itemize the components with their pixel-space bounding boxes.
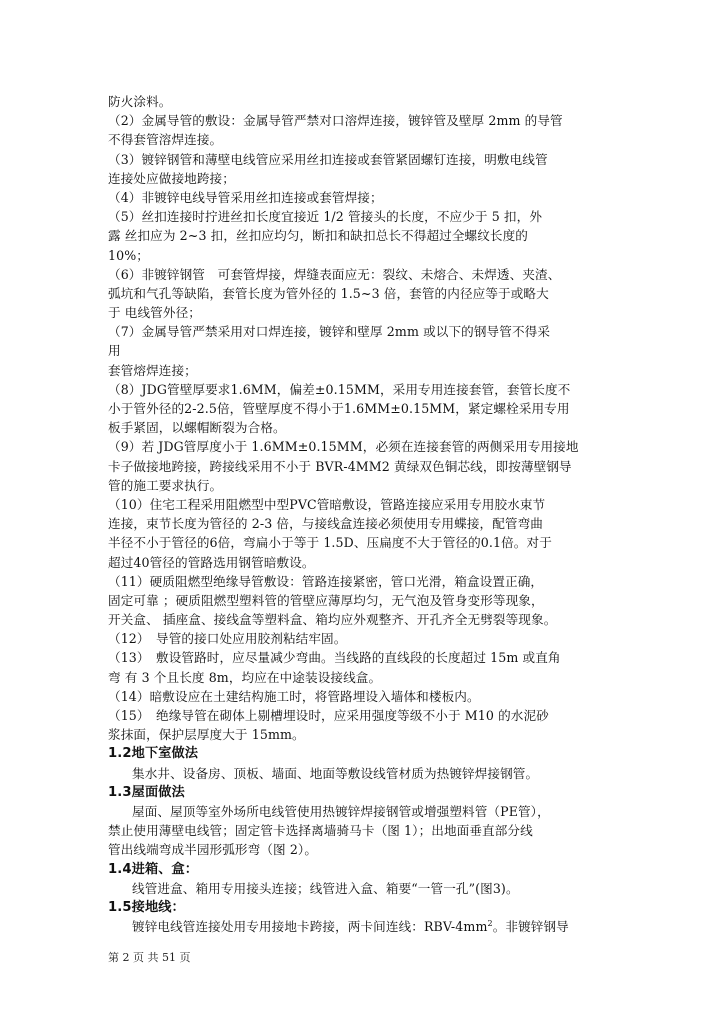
text-segment: 。非镀锌钢导 <box>492 919 569 935</box>
text-line: 露 丝扣应为 2~3 扣，丝扣应均匀，断扣和缺扣总长不得超过全螺纹长度的 <box>108 228 528 244</box>
text-line: （4）非镀锌电线导管采用丝扣连接或套管焊接； <box>108 189 383 205</box>
text-line: （3）镀锌钢管和薄壁电线管应采用丝扣连接或套管紧固螺钉连接，明敷电线管 <box>108 151 548 167</box>
text-line: （2）金属导管的敷设：金属导管严禁对口溶焊连接，镀锌管及壁厚 2mm 的导管 <box>108 113 563 129</box>
text-line: 弧坑和气孔等缺陷，套管长度为管外径的 1.5~3 倍，套管的内径应等于或略大 <box>108 285 549 301</box>
text-line: （13） 敷设管路时，应尽量减少弯曲。当线路的直线段的长度超过 15m 或直角 <box>108 650 561 666</box>
text-line: 开关盒、 插座盒、接线盒等塑料盒、箱均应外观整齐、开孔齐全无劈裂等现象。 <box>108 612 557 628</box>
text-line: 固定可靠 ；硬质阻燃型塑料管的管壁应薄厚均匀，无气泡及管身变形等现象， <box>108 592 544 608</box>
text-line: 卡子做接地跨接，跨接线采用不小于 BVR-4MM2 黄绿双色铜芯线，即按薄壁钢导 <box>108 458 572 474</box>
text-line: 板手紧固，以螺帽断裂为合格。 <box>108 420 286 436</box>
section-heading: 1.5接地线： <box>108 899 185 915</box>
text-line: （7）金属导管严禁采用对口焊连接，镀锌和壁厚 2mm 或以下的钢导管不得采 <box>108 324 551 340</box>
section-heading: 1.3屋面做法 <box>108 784 185 800</box>
text-line: 不得套管溶焊连接。 <box>108 132 223 148</box>
text-line: 禁止使用薄壁电线管；固定管卡选择离墙骑马卡（图 1）；出地面垂直部分线 <box>108 823 533 839</box>
text-line: 套管熔焊连接； <box>108 362 197 378</box>
text-line: 浆抹面，保护层厚度大于 15mm。 <box>108 727 305 743</box>
text-line: （15） 绝缘导管在砌体上剔槽埋设时，应采用强度等级不小于 M10 的水泥砂 <box>108 708 549 723</box>
superscript: 2 <box>487 918 493 928</box>
section-heading: 1.2地下室做法 <box>108 746 199 762</box>
text-line: 半径不小于管径的6倍，弯扁小于等于 1.5D、压扁度不大于管径的0.1倍。对于 <box>108 535 552 551</box>
text-line: 弯 有 3 个且长度 8m，均应在中途装设接线盒。 <box>108 669 382 685</box>
text-line: 于 电线管外径； <box>108 305 201 321</box>
text-line: （12） 导管的接口处应用胶剂粘结牢固。 <box>108 631 347 647</box>
text-line: 连接处应做接地跨接； <box>108 170 235 186</box>
text-line: 连接，束节长度为管径的 2-3 倍，与接线盒连接必须使用专用蝶接，配管弯曲 <box>108 516 543 532</box>
text-segment: 镀锌电线管连接处用专用接地卡跨接，两卡间连线：RBV-4mm <box>132 919 488 935</box>
text-line: 集水井、设备房、顶板、墙面、地面等敷设线管材质为热镀锌焊接钢管。 <box>132 765 539 781</box>
text-line: 10%； <box>108 247 149 263</box>
document-body <box>108 92 616 936</box>
text-line: （6）非镀锌钢管 可套管焊接，焊缝表面应无：裂纹、未熔合、未焊透、夹渣、 <box>108 266 561 282</box>
text-line: 小于管外径的2-2.5倍，管壁厚度不得小于1.6MM±0.15MM，紧定螺栓采用专用 <box>108 401 570 416</box>
text-line: （14）暗敷设应在土建结构施工时，将管路埋设入墙体和楼板内。 <box>108 688 480 704</box>
text-line: （5）丝扣连接时拧进丝扣长度宜接近 1/2 管接头的长度，不应少于 5 扣，外 <box>108 209 543 225</box>
text-line: （10）住宅工程采用阻燃型中型PVC管暗敷设，管路连接应采用专用胶水束节 <box>108 496 546 512</box>
text-line <box>108 917 616 936</box>
text-line: 屋面、屋顶等室外场所电线管使用热镀锌焊接钢管或增强塑料管（PE管）， <box>132 803 550 819</box>
text-line: 管出线端弯成半园形弧形弯（图 2）。 <box>108 842 318 858</box>
text-line: （8）JDG管壁厚要求1.6MM，偏差±0.15MM，采用专用连接套管，套管长度不 <box>108 381 571 397</box>
text-line: 用 <box>108 343 121 359</box>
text-line: （11）硬质阻燃型绝缘导管敷设：管路连接紧密，管口光滑，箱盒设置正确， <box>108 573 544 589</box>
text-line: 超过40管径的管路选用钢管暗敷设。 <box>108 554 315 570</box>
text-line: 线管进盒、箱用专用接头连接；线管进入盒、箱要“一管一孔”(图3)。 <box>132 880 519 896</box>
section-heading: 1.4进箱、盒： <box>108 861 199 877</box>
text-line: 管的施工要求执行。 <box>108 477 223 493</box>
text-line: 防火涂料。 <box>108 94 172 109</box>
page-footer: 第 2 页 共 51 页 <box>108 951 191 964</box>
text-line: （9）若 JDG管厚度小于 1.6MM±0.15MM，必须在连接套管的两侧采用专用接地 <box>108 439 579 455</box>
